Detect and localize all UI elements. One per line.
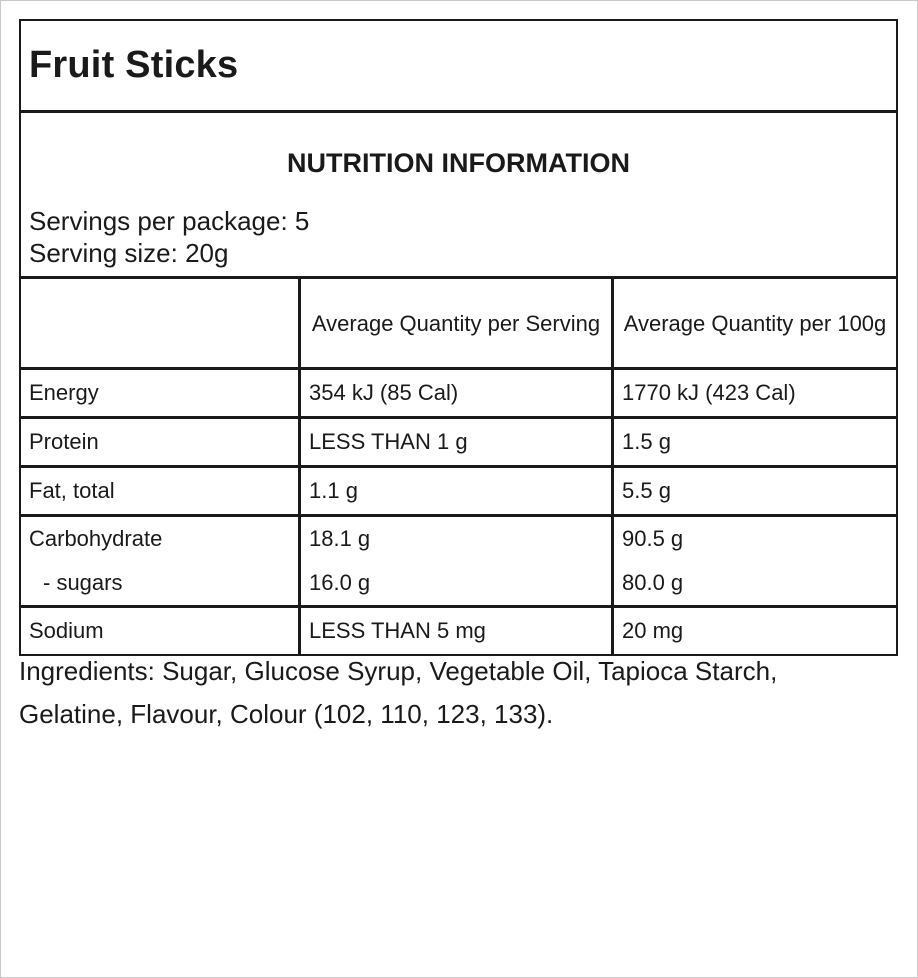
row-per-serving: 354 kJ (85 Cal)	[300, 369, 613, 418]
product-title: Fruit Sticks	[29, 44, 239, 86]
table-row	[21, 516, 896, 607]
table-row	[21, 369, 896, 418]
header-cell-per-100g: Average Quantity per 100g	[613, 279, 897, 369]
row-sub-label: - sugars	[43, 570, 123, 595]
table-row	[21, 467, 896, 516]
row-label: Energy	[21, 369, 300, 418]
ingredients-text: Ingredients: Sugar, Glucose Syrup, Vegetable Oil, Tapioca Starch, Gelatine, Flavour, Colour (102, 110, 123, 133).	[19, 656, 778, 729]
row-per-100g: 5.5 g	[613, 467, 897, 516]
nutrition-info-block	[21, 113, 896, 279]
title-row	[21, 21, 896, 113]
header-cell-label	[21, 279, 300, 369]
servings-info	[29, 205, 309, 269]
row-sub-per-serving: 16.0 g	[309, 570, 371, 595]
row-per-100g: 90.5 g	[622, 526, 684, 551]
serving-size: Serving size: 20g	[29, 238, 229, 268]
row-per-serving: LESS THAN 5 mg	[300, 607, 613, 655]
row-per-serving: 1.1 g	[300, 467, 613, 516]
row-per-serving: 18.1 g	[309, 526, 371, 551]
row-label: Carbohydrate	[29, 526, 163, 551]
header-cell-per-serving: Average Quantity per Serving	[300, 279, 613, 369]
row-label: Protein	[21, 418, 300, 467]
row-label: Fat, total	[21, 467, 300, 516]
row-per-serving: LESS THAN 1 g	[300, 418, 613, 467]
row-per-100g: 1770 kJ (423 Cal)	[613, 369, 897, 418]
row-sub-per-100g: 80.0 g	[622, 570, 684, 595]
table-row	[21, 607, 896, 655]
table-header-row	[21, 279, 896, 369]
table-row	[21, 418, 896, 467]
nutrition-heading: NUTRITION INFORMATION	[287, 148, 630, 178]
servings-per-package: Servings per package: 5	[29, 206, 310, 236]
nutrition-table	[21, 279, 896, 654]
row-label: Sodium	[29, 618, 104, 643]
nutrition-panel	[19, 19, 898, 656]
row-per-100g: 20 mg	[613, 607, 897, 655]
row-per-100g: 1.5 g	[613, 418, 897, 467]
